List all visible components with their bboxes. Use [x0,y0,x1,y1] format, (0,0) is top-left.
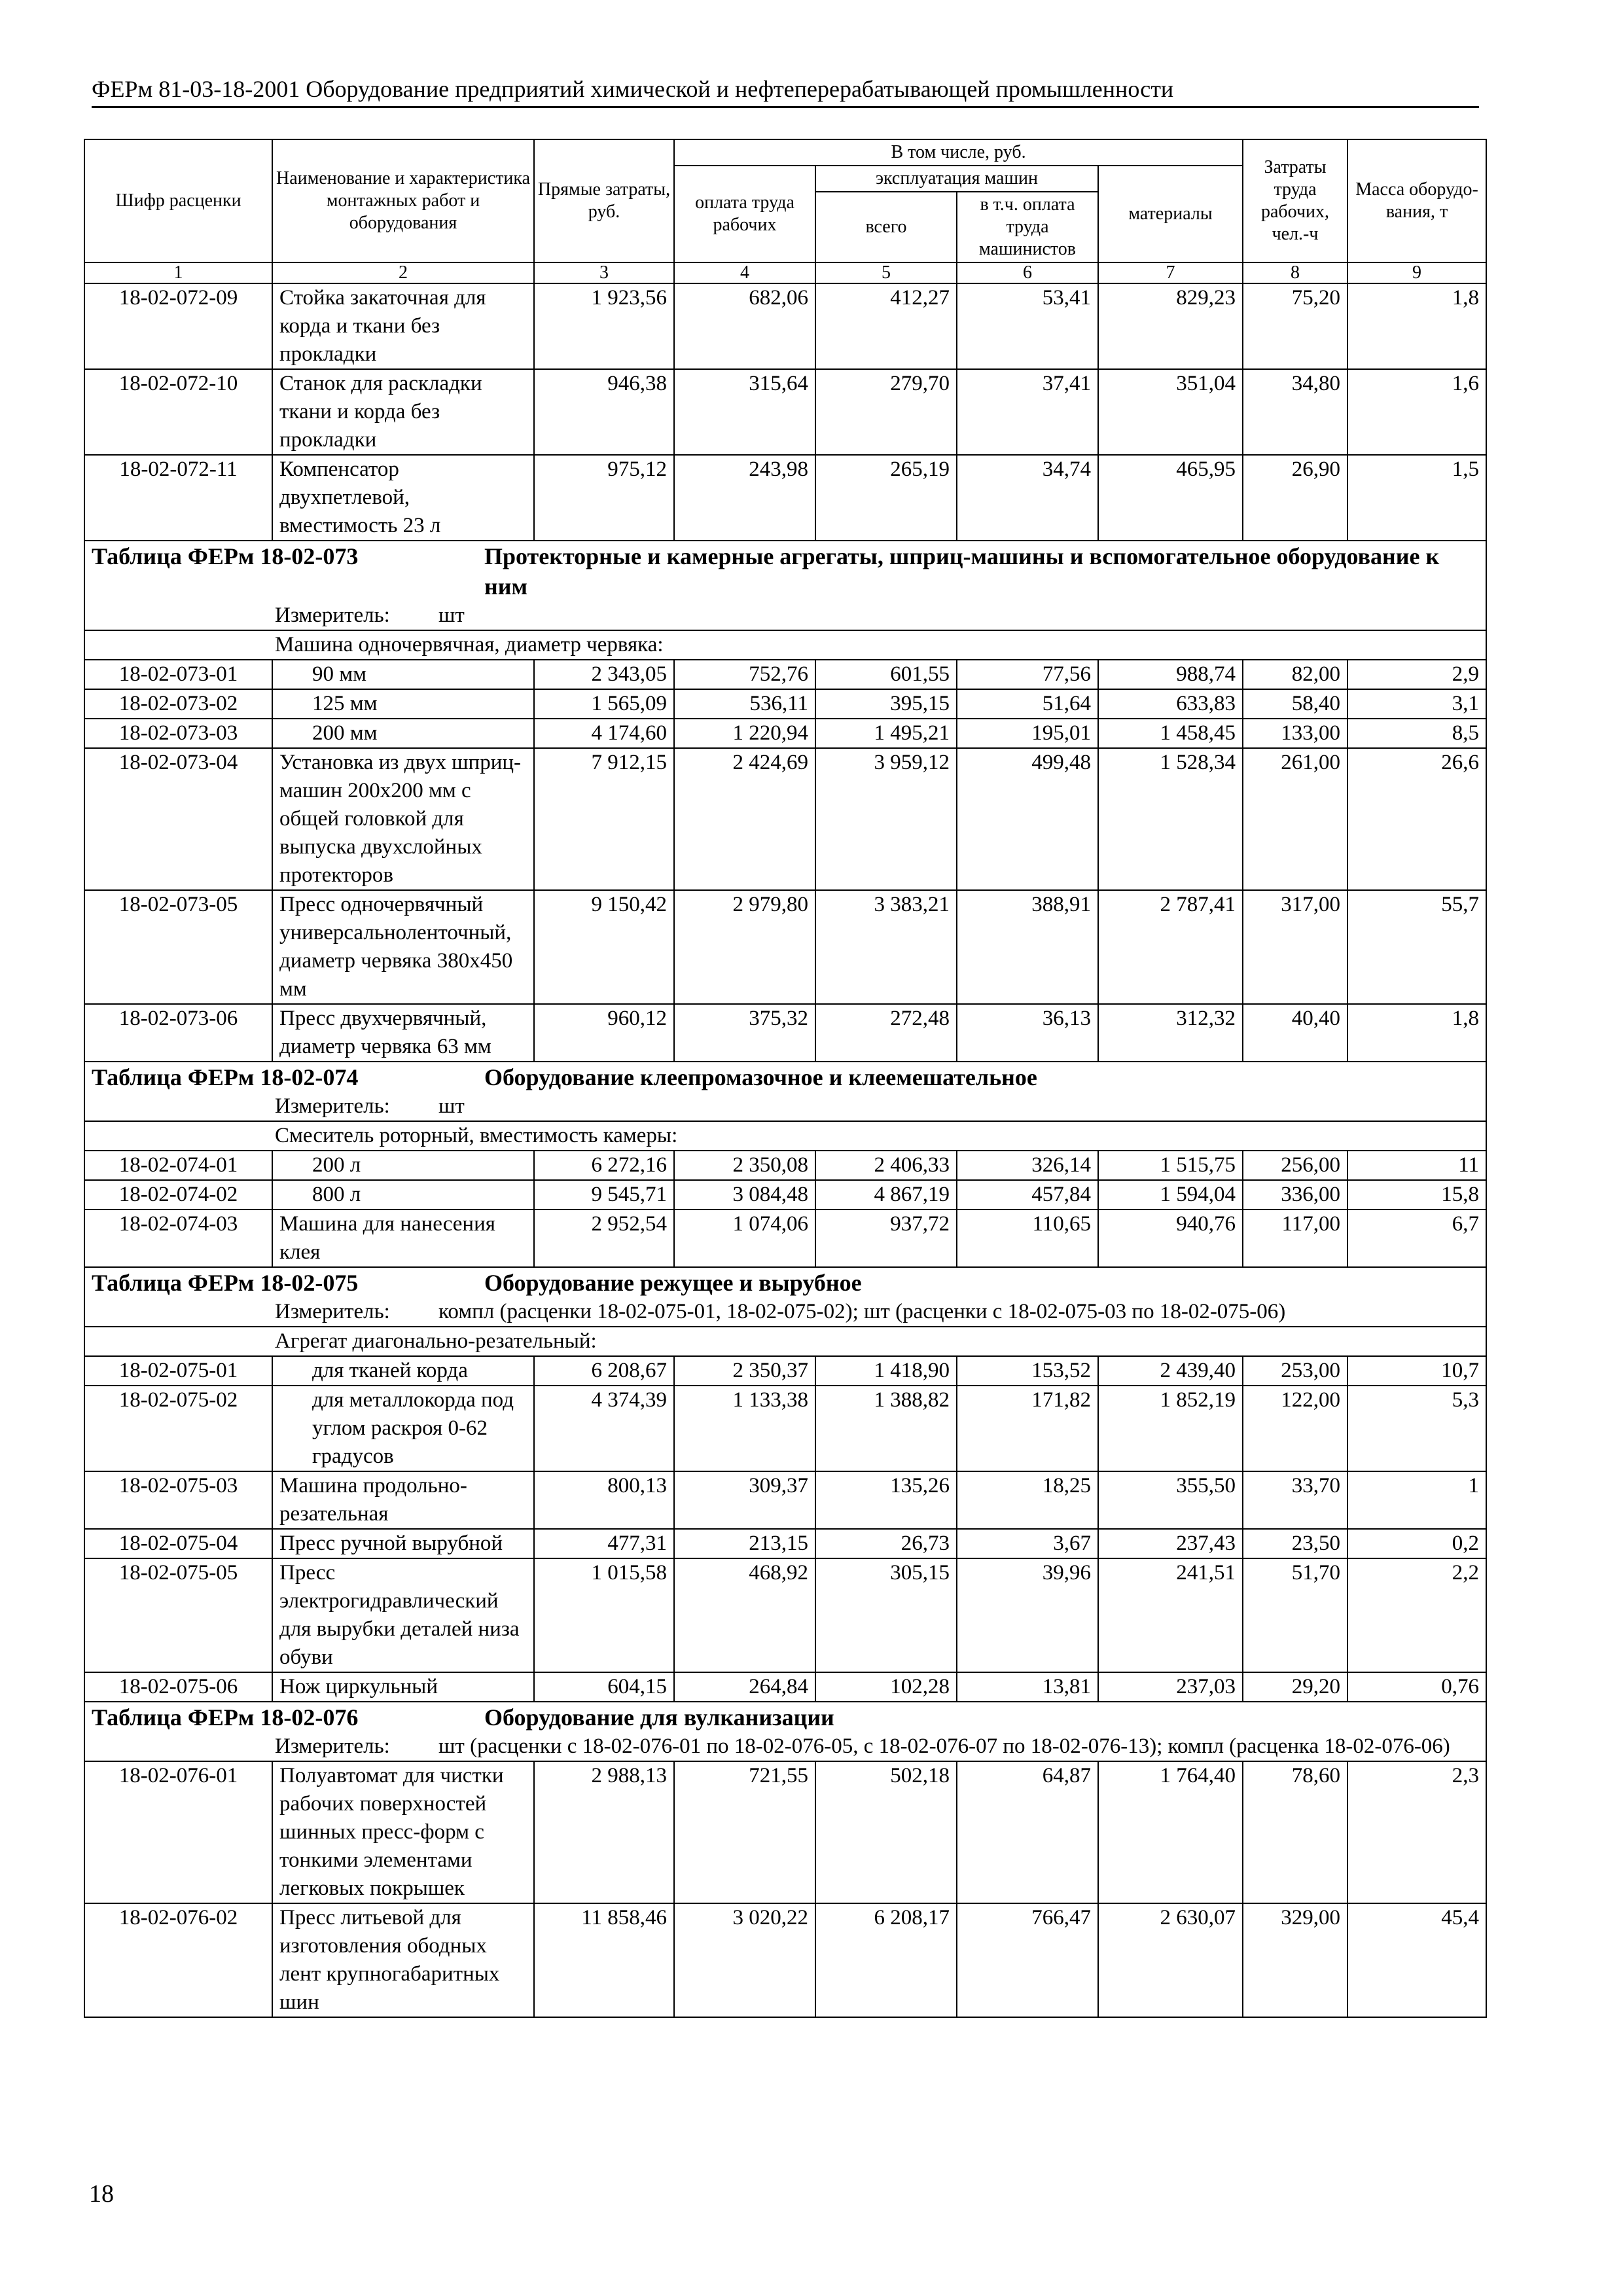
work-name: Полуавтомат для чистки рабочих поверхностей шинных пресс-форм с тонкими элементами легковых покрышек [272,1761,534,1903]
labor-pay-cell: 721,55 [674,1761,815,1903]
measure-label: Измеритель: [275,603,390,627]
materials-cell: 2 787,41 [1098,890,1243,1004]
work-name: Пресс ручной вырубной [272,1529,534,1558]
direct-cost-cell: 960,12 [534,1004,674,1062]
machinist-pay-cell: 37,41 [957,369,1098,455]
table-title-code: Таблица ФЕРм 18-02-073 [92,543,359,569]
table-row [84,890,1486,1004]
work-name: Компенсатор двухпетлевой, вместимость 23 л [272,455,534,541]
machinist-pay-cell: 388,91 [957,890,1098,1004]
machines-total-cell: 412,27 [815,283,957,369]
labor-pay-cell: 468,92 [674,1558,815,1672]
direct-cost-cell: 604,15 [534,1672,674,1702]
column-number: 3 [534,262,674,283]
machines-total-cell: 937,72 [815,1210,957,1267]
labor-cost-cell: 256,00 [1243,1151,1347,1180]
machinist-pay-cell: 326,14 [957,1151,1098,1180]
column-number: 8 [1243,262,1347,283]
machinist-pay-cell: 13,81 [957,1672,1098,1702]
labor-cost-cell: 329,00 [1243,1903,1347,2017]
table-row [84,283,1486,369]
labor-cost-cell: 261,00 [1243,748,1347,890]
table-title [92,1702,1479,1732]
machines-total-cell: 4 867,19 [815,1180,957,1210]
materials-cell: 829,23 [1098,283,1243,369]
header-materials: материалы [1098,166,1243,262]
direct-cost-cell: 9 545,71 [534,1180,674,1210]
table-title [92,541,1479,601]
materials-cell: 355,50 [1098,1471,1243,1529]
header-direct: Прямые затраты, руб. [534,139,674,262]
labor-cost-cell: 23,50 [1243,1529,1347,1558]
rate-code: 18-02-075-06 [84,1672,272,1702]
labor-cost-cell: 122,00 [1243,1386,1347,1471]
materials-cell: 633,83 [1098,689,1243,719]
labor-cost-cell: 253,00 [1243,1356,1347,1386]
mass-cell: 0,76 [1347,1672,1486,1702]
labor-pay-cell: 3 020,22 [674,1903,815,2017]
machines-total-cell: 1 388,82 [815,1386,957,1471]
work-name: 200 л [272,1151,534,1180]
table-title-code: Таблица ФЕРм 18-02-076 [92,1704,359,1731]
machines-total-cell: 3 383,21 [815,890,957,1004]
direct-cost-cell: 6 272,16 [534,1151,674,1180]
table-row [84,1529,1486,1558]
column-number: 7 [1098,262,1243,283]
labor-cost-cell: 82,00 [1243,660,1347,689]
rate-code: 18-02-075-02 [84,1386,272,1471]
work-name: Стойка закаточная для корда и ткани без прокладки [272,283,534,369]
labor-pay-cell: 213,15 [674,1529,815,1558]
direct-cost-cell: 4 174,60 [534,719,674,748]
labor-pay-cell: 536,11 [674,689,815,719]
column-number: 6 [957,262,1098,283]
table-row [84,1386,1486,1471]
group-label: Смеситель роторный, вместимость камеры: [84,1121,1486,1151]
labor-pay-cell: 3 084,48 [674,1180,815,1210]
machinist-pay-cell: 51,64 [957,689,1098,719]
direct-cost-cell: 9 150,42 [534,890,674,1004]
materials-cell: 237,03 [1098,1672,1243,1702]
column-numbers-row [84,262,1486,283]
machines-total-cell: 502,18 [815,1761,957,1903]
table-row [84,1210,1486,1267]
materials-cell: 351,04 [1098,369,1243,455]
machines-total-cell: 395,15 [815,689,957,719]
measure-unit [92,1298,1479,1326]
column-number: 1 [84,262,272,283]
table-body [84,283,1486,2017]
measure-label: Измеритель: [275,1734,390,1758]
machinist-pay-cell: 766,47 [957,1903,1098,2017]
work-name: Пресс литьевой для изготовления ободных лент крупногабаритных шин [272,1903,534,2017]
table-title-row [84,1702,1486,1761]
machines-total-cell: 272,48 [815,1004,957,1062]
labor-cost-cell: 58,40 [1243,689,1347,719]
machinist-pay-cell: 457,84 [957,1180,1098,1210]
mass-cell: 1,8 [1347,1004,1486,1062]
labor-cost-cell: 133,00 [1243,719,1347,748]
machines-total-cell: 135,26 [815,1471,957,1529]
labor-cost-cell: 34,80 [1243,369,1347,455]
page-header: ФЕРм 81-03-18-2001 Оборудование предприятий химической и нефтеперерабатывающей промышленности [92,75,1479,108]
rates-table [84,139,1487,2018]
materials-cell: 1 458,45 [1098,719,1243,748]
machinist-pay-cell: 34,74 [957,455,1098,541]
rate-code: 18-02-074-03 [84,1210,272,1267]
group-label: Агрегат диагонально-резательный: [84,1327,1486,1356]
mass-cell: 8,5 [1347,719,1486,748]
machinist-pay-cell: 18,25 [957,1471,1098,1529]
work-name: Пресс электрогидравлический для вырубки деталей низа обуви [272,1558,534,1672]
rate-code: 18-02-075-05 [84,1558,272,1672]
group-row [84,1327,1486,1356]
table-row [84,1151,1486,1180]
materials-cell: 988,74 [1098,660,1243,689]
direct-cost-cell: 1 015,58 [534,1558,674,1672]
table-title-row [84,1267,1486,1327]
machinist-pay-cell: 36,13 [957,1004,1098,1062]
work-name: Пресс одночервячный универсальноленточный, диаметр червяка 380х450 мм [272,890,534,1004]
direct-cost-cell: 800,13 [534,1471,674,1529]
mass-cell: 26,6 [1347,748,1486,890]
direct-cost-cell: 1 923,56 [534,283,674,369]
work-name: Установка из двух шприц-машин 200х200 мм с общей головкой для выпуска двухслойных протекторов [272,748,534,890]
machinist-pay-cell: 39,96 [957,1558,1098,1672]
labor-cost-cell: 317,00 [1243,890,1347,1004]
table-title-row [84,541,1486,630]
column-number: 9 [1347,262,1486,283]
mass-cell: 1,8 [1347,283,1486,369]
rate-code: 18-02-073-02 [84,689,272,719]
mass-cell: 2,9 [1347,660,1486,689]
materials-cell: 2 439,40 [1098,1356,1243,1386]
table-title-row [84,1062,1486,1121]
labor-cost-cell: 75,20 [1243,283,1347,369]
work-name: Нож циркульный [272,1672,534,1702]
mass-cell: 2,2 [1347,1558,1486,1672]
rate-code: 18-02-072-10 [84,369,272,455]
mass-cell: 1,6 [1347,369,1486,455]
measure-value: шт (расценки с 18-02-076-01 по 18-02-076-05, с 18-02-076-07 по 18-02-076-13); компл (расценка 18-02-076-06) [438,1734,1450,1758]
materials-cell: 241,51 [1098,1558,1243,1672]
direct-cost-cell: 2 952,54 [534,1210,674,1267]
labor-cost-cell: 78,60 [1243,1761,1347,1903]
labor-cost-cell: 51,70 [1243,1558,1347,1672]
table-row [84,1903,1486,2017]
table-row [84,1356,1486,1386]
header-labor-pay: оплата труда рабочих [674,166,815,262]
mass-cell: 6,7 [1347,1210,1486,1267]
machinist-pay-cell: 53,41 [957,283,1098,369]
labor-cost-cell: 29,20 [1243,1672,1347,1702]
rate-code: 18-02-074-01 [84,1151,272,1180]
labor-pay-cell: 1 220,94 [674,719,815,748]
labor-pay-cell: 1 074,06 [674,1210,815,1267]
labor-pay-cell: 1 133,38 [674,1386,815,1471]
labor-pay-cell: 2 350,08 [674,1151,815,1180]
measure-unit [92,1732,1479,1761]
header-labor-cost: Затраты труда рабочих, чел.-ч [1243,139,1347,262]
table-row [84,1761,1486,1903]
labor-cost-cell: 33,70 [1243,1471,1347,1529]
labor-pay-cell: 309,37 [674,1471,815,1529]
mass-cell: 45,4 [1347,1903,1486,2017]
materials-cell: 2 630,07 [1098,1903,1243,2017]
machinist-pay-cell: 110,65 [957,1210,1098,1267]
table-title [92,1268,1479,1298]
machines-total-cell: 3 959,12 [815,748,957,890]
materials-cell: 312,32 [1098,1004,1243,1062]
direct-cost-cell: 11 858,46 [534,1903,674,2017]
materials-cell: 237,43 [1098,1529,1243,1558]
group-row [84,1121,1486,1151]
machines-total-cell: 305,15 [815,1558,957,1672]
table-row [84,455,1486,541]
materials-cell: 1 515,75 [1098,1151,1243,1180]
direct-cost-cell: 946,38 [534,369,674,455]
header-mass: Масса оборудо-вания, т [1347,139,1486,262]
measure-unit [92,601,1479,630]
mass-cell: 11 [1347,1151,1486,1180]
direct-cost-cell: 975,12 [534,455,674,541]
rate-code: 18-02-075-04 [84,1529,272,1558]
table-row [84,1180,1486,1210]
header-code: Шифр расценки [84,139,272,262]
table-row [84,748,1486,890]
rate-code: 18-02-075-01 [84,1356,272,1386]
mass-cell: 1 [1347,1471,1486,1529]
table-row [84,1004,1486,1062]
rate-code: 18-02-072-09 [84,283,272,369]
machines-total-cell: 26,73 [815,1529,957,1558]
machinist-pay-cell: 64,87 [957,1761,1098,1903]
labor-pay-cell: 2 979,80 [674,890,815,1004]
mass-cell: 15,8 [1347,1180,1486,1210]
materials-cell: 1 528,34 [1098,748,1243,890]
direct-cost-cell: 6 208,67 [534,1356,674,1386]
direct-cost-cell: 1 565,09 [534,689,674,719]
work-name: 800 л [272,1180,534,1210]
table-row [84,1471,1486,1529]
materials-cell: 465,95 [1098,455,1243,541]
rate-code: 18-02-073-05 [84,890,272,1004]
mass-cell: 55,7 [1347,890,1486,1004]
labor-pay-cell: 243,98 [674,455,815,541]
direct-cost-cell: 477,31 [534,1529,674,1558]
labor-pay-cell: 752,76 [674,660,815,689]
mass-cell: 0,2 [1347,1529,1486,1558]
measure-label: Измеритель: [275,1300,390,1323]
work-name: 125 мм [272,689,534,719]
table-row [84,660,1486,689]
direct-cost-cell: 2 343,05 [534,660,674,689]
machinist-pay-cell: 195,01 [957,719,1098,748]
machines-total-cell: 2 406,33 [815,1151,957,1180]
labor-pay-cell: 682,06 [674,283,815,369]
labor-pay-cell: 315,64 [674,369,815,455]
mass-cell: 3,1 [1347,689,1486,719]
rate-code: 18-02-072-11 [84,455,272,541]
labor-pay-cell: 375,32 [674,1004,815,1062]
table-title-name: Оборудование режущее и вырубное [484,1270,862,1296]
materials-cell: 1 764,40 [1098,1761,1243,1903]
machines-total-cell: 601,55 [815,660,957,689]
table-row [84,719,1486,748]
column-number: 5 [815,262,957,283]
mass-cell: 5,3 [1347,1386,1486,1471]
table-title-code: Таблица ФЕРм 18-02-074 [92,1064,359,1090]
header-machinist-pay: в т.ч. оплата труда машинистов [957,192,1098,262]
measure-unit [92,1092,1479,1121]
direct-cost-cell: 7 912,15 [534,748,674,890]
labor-pay-cell: 264,84 [674,1672,815,1702]
machinist-pay-cell: 77,56 [957,660,1098,689]
group-row [84,630,1486,660]
table-title-name: Протекторные и камерные агрегаты, шприц-машины и вспомогательное оборудование к ним [484,543,1440,600]
labor-pay-cell: 2 350,37 [674,1356,815,1386]
work-name: для тканей корда [272,1356,534,1386]
labor-cost-cell: 336,00 [1243,1180,1347,1210]
rate-code: 18-02-076-02 [84,1903,272,2017]
materials-cell: 1 594,04 [1098,1180,1243,1210]
work-name: Машина продольно-резательная [272,1471,534,1529]
table-title-name: Оборудование клеепромазочное и клеемешательное [484,1064,1037,1090]
work-name: Станок для раскладки ткани и корда без прокладки [272,369,534,455]
rate-code: 18-02-073-04 [84,748,272,890]
work-name: 90 мм [272,660,534,689]
machines-total-cell: 1 418,90 [815,1356,957,1386]
column-number: 2 [272,262,534,283]
table-row [84,1672,1486,1702]
group-label: Машина одночервячная, диаметр червяка: [84,630,1486,660]
machinist-pay-cell: 499,48 [957,748,1098,890]
table-row [84,1558,1486,1672]
measure-label: Измеритель: [275,1094,390,1118]
table-title [92,1062,1479,1092]
labor-cost-cell: 117,00 [1243,1210,1347,1267]
rate-code: 18-02-075-03 [84,1471,272,1529]
labor-pay-cell: 2 424,69 [674,748,815,890]
measure-value: шт [438,1094,465,1118]
work-name: 200 мм [272,719,534,748]
header-name: Наименование и характеристика монтажных работ и оборудования [272,139,534,262]
work-name: Машина для нанесения клея [272,1210,534,1267]
machines-total-cell: 102,28 [815,1672,957,1702]
work-name: Пресс двухчервячный, диаметр червяка 63 мм [272,1004,534,1062]
direct-cost-cell: 2 988,13 [534,1761,674,1903]
direct-cost-cell: 4 374,39 [534,1386,674,1471]
page-number: 18 [89,2180,114,2208]
labor-cost-cell: 40,40 [1243,1004,1347,1062]
header-including: В том числе, руб. [674,139,1243,166]
rate-code: 18-02-073-01 [84,660,272,689]
column-number: 4 [674,262,815,283]
machinist-pay-cell: 3,67 [957,1529,1098,1558]
machines-total-cell: 6 208,17 [815,1903,957,2017]
mass-cell: 2,3 [1347,1761,1486,1903]
rate-code: 18-02-076-01 [84,1761,272,1903]
measure-value: компл (расценки 18-02-075-01, 18-02-075-02); шт (расценки с 18-02-075-03 по 18-02-075-06) [438,1300,1286,1323]
rate-code: 18-02-073-06 [84,1004,272,1062]
table-title-code: Таблица ФЕРм 18-02-075 [92,1270,359,1296]
materials-cell: 940,76 [1098,1210,1243,1267]
materials-cell: 1 852,19 [1098,1386,1243,1471]
measure-value: шт [438,603,465,627]
work-name: для металлокорда под углом раскроя 0-62 градусов [272,1386,534,1471]
header-machines: эксплуатация машин [815,166,1098,192]
machines-total-cell: 279,70 [815,369,957,455]
machines-total-cell: 1 495,21 [815,719,957,748]
header-machines-total: всего [815,192,957,262]
rate-code: 18-02-073-03 [84,719,272,748]
table-row [84,689,1486,719]
table-row [84,369,1486,455]
mass-cell: 1,5 [1347,455,1486,541]
machinist-pay-cell: 153,52 [957,1356,1098,1386]
machinist-pay-cell: 171,82 [957,1386,1098,1471]
table-title-name: Оборудование для вулканизации [484,1704,834,1731]
labor-cost-cell: 26,90 [1243,455,1347,541]
machines-total-cell: 265,19 [815,455,957,541]
rate-code: 18-02-074-02 [84,1180,272,1210]
mass-cell: 10,7 [1347,1356,1486,1386]
